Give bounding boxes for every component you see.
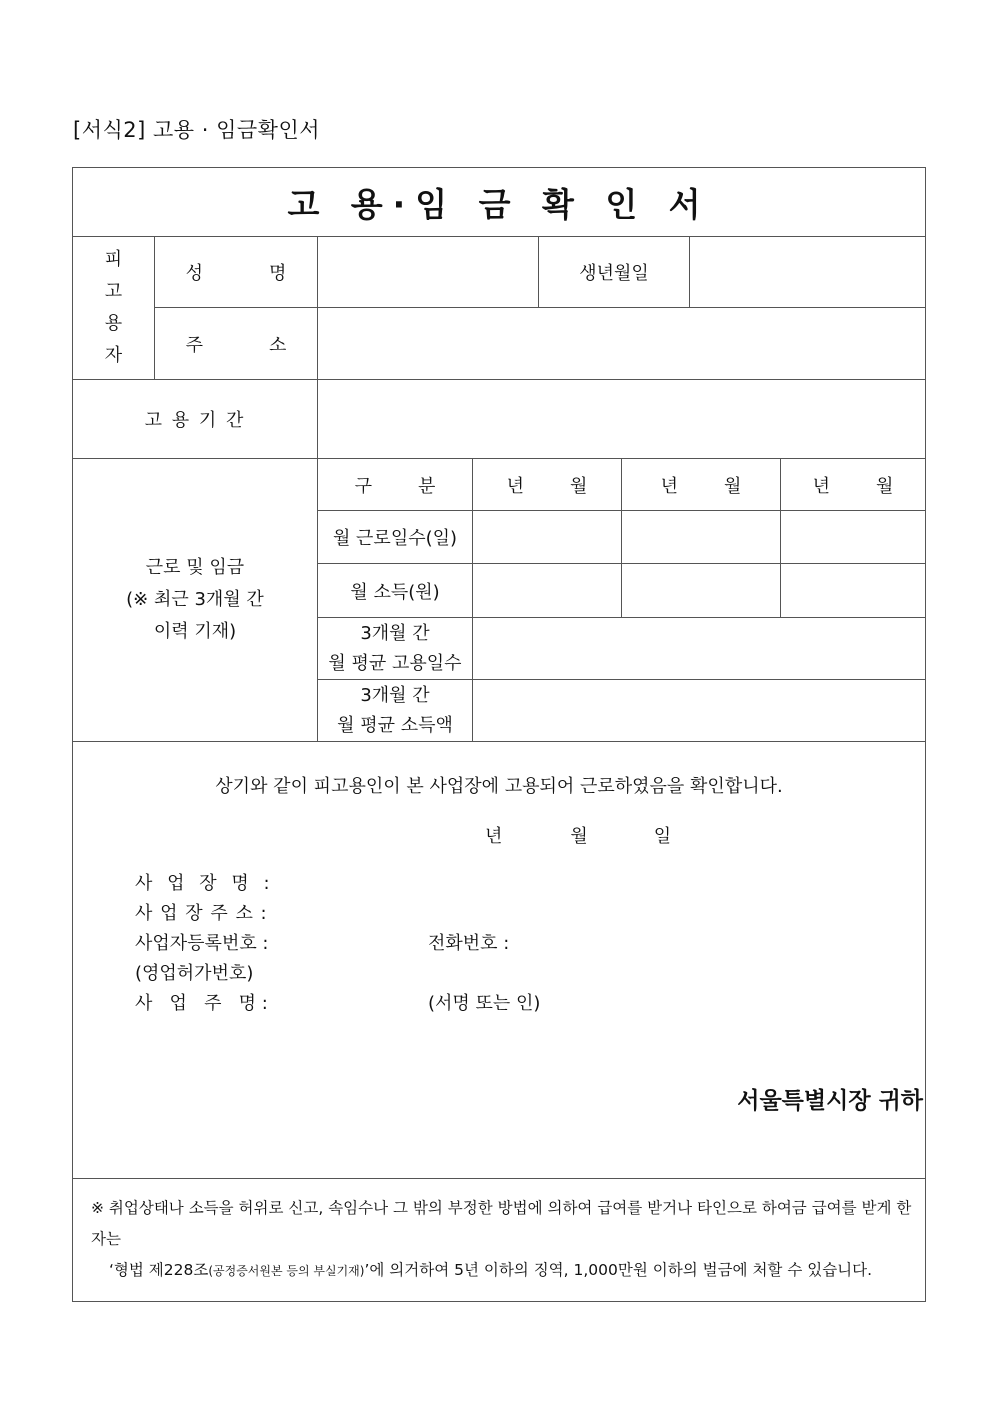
birthdate-field[interactable] (690, 237, 926, 308)
employment-period-label (73, 380, 318, 459)
avg-days-label (318, 618, 473, 680)
name-field[interactable] (318, 237, 539, 308)
owner-name-label: 사 업 주 명 : (135, 993, 268, 1014)
confirmation-date (485, 822, 671, 848)
income-month-2[interactable] (622, 564, 781, 618)
document-title: 고 용·임 금 확 인 서 (287, 184, 711, 224)
work-wage-section-label (73, 459, 318, 742)
avg-income-field[interactable] (473, 680, 926, 742)
employee-label-char: 피 (104, 249, 123, 270)
notice-line-1: ※ 취업상태나 소득을 허위로 신고, 속임수나 그 밖의 부정한 방법에 의하여 급여를 받거나 타인으로 하여금 급여를 받게 한 자는 (91, 1199, 912, 1248)
avg-income-line: 3개월 간 (360, 684, 430, 706)
income-month-1[interactable] (473, 564, 622, 618)
business-name-label: 사 업 장 명 : (135, 873, 270, 894)
signature-label: (서명 또는 인) (428, 993, 541, 1014)
avg-days-line: 월 평균 고용일수 (328, 652, 462, 674)
work-days-month-2[interactable] (622, 511, 781, 564)
address-label-char: 소 (269, 334, 287, 356)
legal-notice (73, 1179, 926, 1302)
address-field[interactable] (318, 308, 926, 380)
date-day-label: 일 (653, 826, 672, 847)
work-label-line: 이력 기재) (153, 621, 237, 642)
avg-days-field[interactable] (473, 618, 926, 680)
work-label-line: 근로 및 임금 (145, 557, 245, 578)
month-label: 월 (876, 475, 894, 497)
date-year-label: 년 (485, 826, 503, 847)
address-label-char: 주 (185, 334, 203, 356)
category-char: 분 (418, 475, 436, 497)
month-header-2 (622, 459, 781, 511)
business-address-label: 사 업 장 주 소 : (135, 903, 267, 924)
form-number-label: [서식2] 고용 · 임금확인서 (73, 118, 321, 142)
date-month-label: 월 (570, 826, 588, 847)
month-label: 월 (570, 475, 588, 497)
employee-label-char: 자 (104, 345, 123, 366)
name-label-char: 성 (185, 263, 203, 284)
registration-number-label: 사업자등록번호 : (135, 933, 269, 954)
work-days-month-1[interactable] (473, 511, 622, 564)
notice-line-2 (91, 1255, 917, 1287)
license-number-label: (영업허가번호) (135, 963, 254, 984)
category-header (318, 459, 473, 511)
year-label: 년 (506, 475, 524, 497)
confirmation-statement: 상기와 같이 피고용인이 본 사업장에 고용되어 근로하였음을 확인합니다. (215, 776, 783, 797)
employee-section-label (73, 237, 155, 380)
year-label: 년 (660, 475, 678, 497)
avg-income-label (318, 680, 473, 742)
employee-label-char: 용 (104, 313, 123, 334)
employment-wage-form (72, 167, 926, 1302)
document-title-cell (73, 168, 926, 237)
work-days-label: 월 근로일수(일) (318, 511, 473, 564)
month-header-1 (473, 459, 622, 511)
work-days-month-3[interactable] (781, 511, 926, 564)
month-label: 월 (724, 475, 742, 497)
address-label (155, 308, 318, 380)
month-header-3 (781, 459, 926, 511)
income-label: 월 소득(원) (318, 564, 473, 618)
employment-period-text: 고 용 기 간 (144, 410, 246, 431)
avg-days-line: 3개월 간 (360, 622, 430, 644)
employment-period-field[interactable] (318, 380, 926, 459)
name-label-char: 명 (269, 263, 287, 284)
notice-law-ref: ‘형법 제228조 (109, 1261, 209, 1279)
confirmation-section (73, 742, 926, 1179)
birthdate-label: 생년월일 (539, 237, 690, 308)
notice-law-detail: (공정증서원본 등의 부실기재) (208, 1264, 365, 1278)
notice-penalty: ’에 의거하여 5년 이하의 징역, 1,000만원 이하의 벌금에 처할 수 있습니다. (364, 1261, 873, 1279)
income-month-3[interactable] (781, 564, 926, 618)
employee-label-char: 고 (104, 281, 123, 302)
name-label (155, 237, 318, 308)
category-char: 구 (354, 475, 372, 497)
phone-label: 전화번호 : (428, 933, 510, 954)
work-label-line: (※ 최근 3개월 간 (126, 589, 264, 610)
addressee: 서울특별시장 귀하 (737, 1088, 924, 1114)
year-label: 년 (812, 475, 830, 497)
avg-income-line: 월 평균 소득액 (337, 714, 453, 736)
